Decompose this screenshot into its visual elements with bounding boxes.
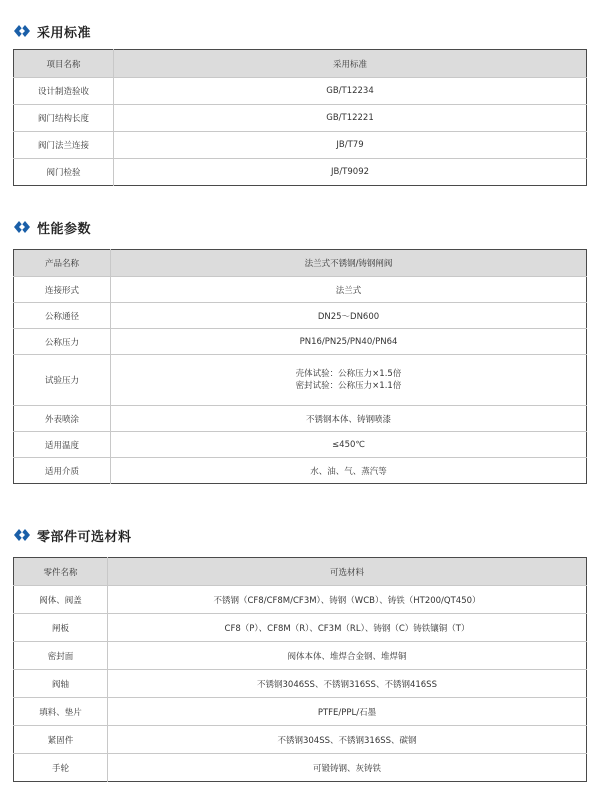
table-row [14, 159, 587, 186]
row-value: 水、油、气、蒸汽等 [111, 458, 587, 484]
header-cell: 采用标准 [114, 50, 587, 78]
table-row [14, 754, 587, 782]
section-head-standards [14, 21, 91, 41]
row-label: 公称通径 [14, 303, 111, 329]
row-label: 适用温度 [14, 432, 111, 458]
diamond-bullet-icon [14, 220, 31, 234]
header-cell: 产品名称 [14, 250, 111, 277]
table-header-row [14, 50, 587, 78]
row-label: 阀轴 [14, 670, 108, 698]
section-head-materials [14, 525, 132, 545]
section-head-performance [14, 217, 91, 237]
table-header-row [14, 250, 587, 277]
row-value-line: 密封试验：公称压力×1.1倍 [295, 381, 402, 391]
row-value: 法兰式 [111, 277, 587, 303]
table-row [14, 329, 587, 355]
row-label: 紧固件 [14, 726, 108, 754]
row-label: 连接形式 [14, 277, 111, 303]
table-row [14, 303, 587, 329]
row-label: 手轮 [14, 754, 108, 782]
table-row [14, 614, 587, 642]
section-title: 零部件可选材料 [37, 529, 132, 545]
row-value-line: 壳体试验：公称压力×1.5倍 [295, 369, 402, 379]
row-value: 不锈钢（CF8/CF8M/CF3M）、铸钢（WCB）、铸铁（HT200/QT450） [108, 586, 587, 614]
row-value: GB/T12234 [114, 78, 587, 105]
row-label: 密封面 [14, 642, 108, 670]
row-value: GB/T12221 [114, 105, 587, 132]
row-label: 填料、垫片 [14, 698, 108, 726]
table-row [14, 726, 587, 754]
table-row [14, 670, 587, 698]
row-value: 不锈钢3046SS、不锈钢316SS、不锈钢416SS [108, 670, 587, 698]
table-row [14, 586, 587, 614]
row-value: PTFE/PPL/石墨 [108, 698, 587, 726]
row-value: JB/T9092 [114, 159, 587, 186]
table-row [14, 698, 587, 726]
row-label: 阀门法兰连接 [14, 132, 114, 159]
row-label: 适用介质 [14, 458, 111, 484]
row-label: 公称压力 [14, 329, 111, 355]
diamond-bullet-icon [14, 528, 31, 542]
row-label: 闸板 [14, 614, 108, 642]
table-row [14, 132, 587, 159]
diamond-bullet-icon [14, 24, 31, 38]
row-value: ≤450℃ [111, 432, 587, 458]
table-row [14, 432, 587, 458]
table-row [14, 105, 587, 132]
header-cell: 项目名称 [14, 50, 114, 78]
row-label: 试验压力 [14, 355, 111, 406]
table-row [14, 406, 587, 432]
row-label: 阀门检验 [14, 159, 114, 186]
table-row [14, 458, 587, 484]
row-value [111, 355, 587, 406]
section-title: 采用标准 [37, 25, 92, 41]
row-value: 可锻铸钢、灰铸铁 [108, 754, 587, 782]
row-value: 不锈钢本体、铸钢喷漆 [111, 406, 587, 432]
header-cell: 零件名称 [14, 558, 108, 586]
table-row [14, 277, 587, 303]
table-row [14, 642, 587, 670]
table-row [14, 355, 587, 406]
header-cell: 可选材料 [108, 558, 587, 586]
section-title: 性能参数 [37, 221, 92, 237]
row-value: CF8（P）、CF8M（R）、CF3M（RL）、铸钢（C）铸铁镶铜（T） [108, 614, 587, 642]
row-value: 阀体本体、堆焊合金钢、堆焊铜 [108, 642, 587, 670]
row-value: JB/T79 [114, 132, 587, 159]
row-label: 设计制造验收 [14, 78, 114, 105]
row-label: 外表喷涂 [14, 406, 111, 432]
header-cell: 法兰式不锈钢/铸钢闸阀 [111, 250, 587, 277]
performance-table [13, 249, 587, 484]
table-row [14, 78, 587, 105]
row-value: DN25～DN600 [111, 303, 587, 329]
row-label: 阀门结构长度 [14, 105, 114, 132]
table-header-row [14, 558, 587, 586]
row-label: 阀体、阀盖 [14, 586, 108, 614]
row-value: PN16/PN25/PN40/PN64 [111, 329, 587, 355]
row-value: 不锈钢304SS、不锈钢316SS、碳钢 [108, 726, 587, 754]
materials-table [13, 557, 587, 782]
standards-table [13, 49, 587, 186]
